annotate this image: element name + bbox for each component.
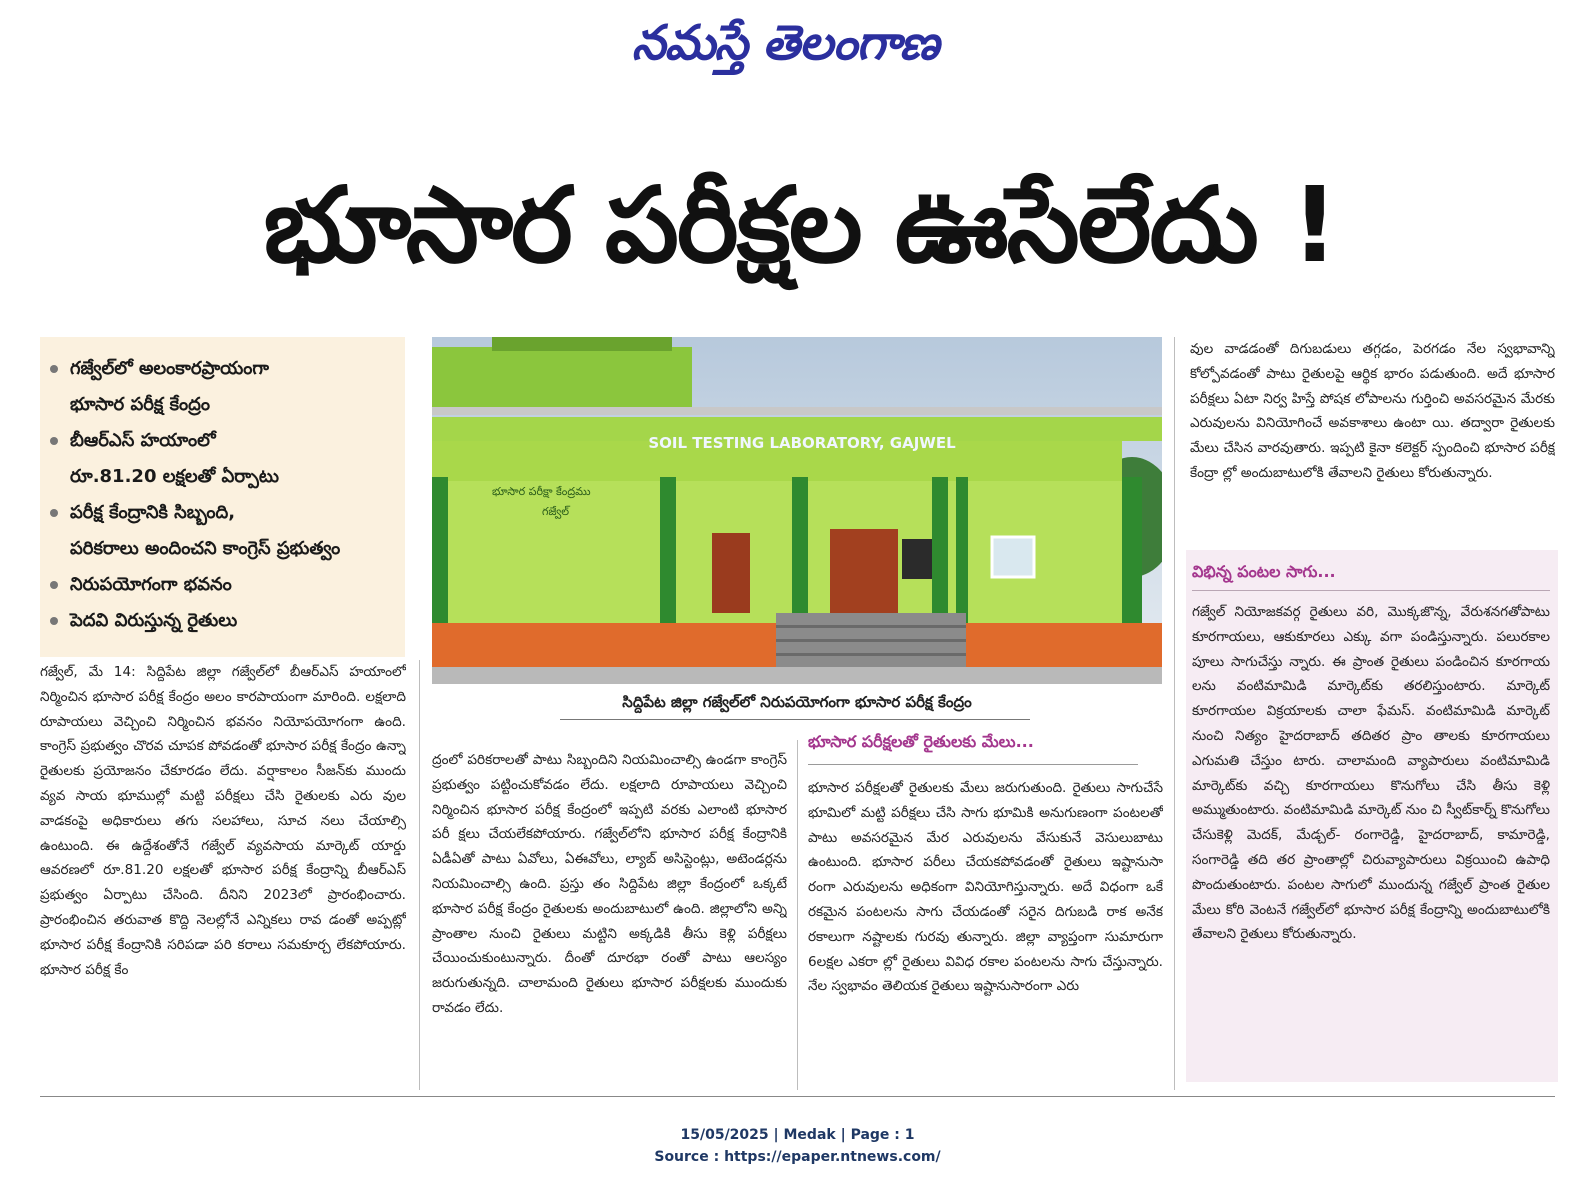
- bullet-icon: [50, 437, 58, 445]
- highlight-item: బీఆర్‌ఎస్ హయాంలో రూ.81.20 లక్షలతో ఏర్పాటు: [46, 423, 405, 495]
- highlight-item: గజ్వేల్‌లో అలంకారప్రాయంగా భూసార పరీక్ష కేంద్రం: [46, 351, 405, 423]
- bullet-icon: [50, 617, 58, 625]
- subheading-rule: [1192, 590, 1550, 591]
- column-4-top-text: వుల వాడడంతో దిగుబడులు తగ్గడం, పెరగడం నేల స్వభావాన్ని కోల్పోవడంతో పాటు రైతులపై ఆర్థిక భారం పడుతుంది. అదే భూసార పరీక్షలు ఏటా నిర్వ హిస్తే పోషక లోపాలను గుర్తించి అవసరమైన మేరకు ఎరువులను వినియోగించే అవకాశాలు ఉంటా యి. తద్వారా రైతులకు మేలు చేసిన వారవుతారు. ఇప్పటి కైనా కలెక్టర్ స్పందించి భూసార పరీక్ష కేంద్రా ల్లో అందుబాటులోకి తేవాలని రైతులు కోరుతున్నారు.: [1190, 341, 1555, 481]
- subheading-rule: [808, 764, 1138, 765]
- article-column-4-top: [1190, 337, 1555, 552]
- subheading-crops: విభిన్న పంటల సాగు...: [1192, 562, 1336, 581]
- footer-source: Source : https://epaper.ntnews.com/: [654, 1149, 941, 1165]
- building-sign: SOIL TESTING LABORATORY, GAJWEL: [648, 434, 956, 452]
- article-column-1: [40, 660, 406, 1100]
- headline: భూసార పరీక్షల ఊసేలేదు !: [263, 164, 1337, 286]
- masthead-logo: నమస్తే తెలంగాణ: [631, 15, 939, 71]
- column-divider: [419, 660, 420, 1090]
- column-2-text: ద్రంలో పరికరాలతో పాటు సిబ్బందిని నియమించాల్సి ఉండగా కాంగ్రెస్ ప్రభుత్వం పట్టించుకోవడం లేదు. లక్షలాది రూపాయలు వెచ్చించి నిర్మించిన భూసార పరీక్ష కేంద్రంలో ఇప్పటి వరకు ఎలాంటి భూసార పరీ క్షలు చేయలేకపోయారు. గజ్వేల్‌లోని భూసార పరీక్ష కేంద్రానికి ఏడీఏతో పాటు ఏవోలు, ఏఈవోలు, ల్యాబ్ అసిస్టెంట్లు, అటెండర్లను నియమించాల్సి ఉంది. ప్రస్తు తం సిద్దిపేట జిల్లా కేంద్రంలో ఒక్కటే భూసార పరీక్ష కేంద్రం రైతులకు అందుబాటులో ఉంది. జిల్లాలోని అన్ని ప్రాంతాల నుంచి రైతులు మట్టిని అక్కడికి తీసు కెళ్లి పరీక్షలు చేయించుకుంటున్నారు. దీంతో దూరభా రంతో పాటు ఆలస్యం జరుగుతున్నది. చాలామంది రైతులు భూసార పరీక్షలకు ముందుకు రావడం లేదు.: [432, 752, 787, 1016]
- bullet-icon: [50, 581, 58, 589]
- building-plaque: భూసార పరీక్షా కేంద్రము: [492, 485, 591, 498]
- news-photo: [432, 337, 1162, 684]
- bullet-icon: [50, 509, 58, 517]
- caption-underline: [560, 719, 1030, 720]
- article-column-3: [808, 776, 1163, 1098]
- column-divider: [1174, 337, 1175, 1090]
- column-divider: [797, 740, 798, 1090]
- column-4-bottom-text: గజ్వేల్ నియోజకవర్గ రైతులు వరి, మొక్కజొన్న, వేరుశనగతోపాటు కూరగాయలు, ఆకుకూరలు ఎక్కు వగా పండిస్తున్నారు. పలురకాల పూలు సాగుచేస్తు న్నారు. ఈ ప్రాంత రైతులు పండించిన కూరగాయ లను వంటిమామిడి మార్కెట్‌కు తరలిస్తుంటారు. మార్కెట్ కూరగాయల విక్రయాలకు చాలా ఫేమస్. వంటిమామిడి మార్కెట్ నుంచి నిత్యం హైదరాబాద్ తదితర ప్రాం తాలకు కూరగాయలు ఎగుమతి చేస్తుం టారు. చాలామంది వ్యాపారులు వంటిమామిడి మార్కెట్‌కు వచ్చి కూరగాయలు కొనుగోలు చేసి తీసు కెళ్లి అమ్ముతుంటారు. వంటిమామిడి మార్కెట్ నుం చి స్వీట్‌కార్న్ కొనుగోలు చేసుకెళ్లి మెదక్, మేడ్చల్- రంగారెడ్డి, హైదరాబాద్, కామారెడ్డి, సంగారెడ్డి తది తర ప్రాంతాల్లో చిరువ్యాపారులు విక్రయించి ఉపాధి పొందుతుంటారు. పంటల సాగులో ముందున్న గజ్వేల్ ప్రాంత రైతుల మేలు కోరి వెంటనే గజ్వేల్‌లో భూసార పరీక్ష కేంద్రాన్ని అందుబాటులోకి తేవాలని రైతులు కోరుతున్నారు.: [1192, 604, 1550, 943]
- footer-date-page: 15/05/2025 | Medak | Page : 1: [680, 1127, 915, 1143]
- highlight-item: పరీక్ష కేంద్రానికి సిబ్బంది, పరికరాలు అందించని కాంగ్రెస్ ప్రభుత్వం: [46, 495, 405, 567]
- subheading-benefits: భూసార పరీక్షలతో రైతులకు మేలు...: [808, 732, 1034, 751]
- highlights-box: [40, 337, 405, 657]
- building-photo-illustration: [432, 337, 1162, 684]
- building-plaque-sub: గజ్వేల్: [542, 505, 570, 518]
- footer: [0, 1124, 1595, 1168]
- highlight-item: నిరుపయోగంగా భవనం: [46, 567, 405, 603]
- photo-caption: సిద్దిపేట జిల్లా గజ్వేల్‌లో నిరుపయోగంగా భూసార పరీక్ష కేంద్రం: [622, 693, 972, 711]
- highlight-item: పెదవి విరుస్తున్న రైతులు: [46, 603, 405, 639]
- footer-rule: [40, 1096, 1555, 1097]
- column-3-text: భూసార పరీక్షలతో రైతులకు మేలు జరుగుతుంది. రైతులు సాగుచేసే భూమిలో మట్టి పరీక్షలు చేసి సాగు భూమికి అనుగుణంగా పంటలతో పాటు అవసరమైన మేర ఎరువులను వేసుకునే వెసులుబాటు ఉంటుంది. భూసార పరీలు చేయకపోవడంతో రైతులు ఇష్టానుసా రంగా ఎరువులను అధికంగా వినియోగిస్తున్నారు. అదే విధంగా ఒకే రకమైన పంటలను సాగు చేయడంతో సరైన దిగుబడి రాక అనేక రకాలుగా నష్టాలకు గురవు తున్నారు. జిల్లా వ్యాప్తంగా సుమారుగా 6లక్షల ఎకరా ల్లో రైతులు వివిధ రకాల పంటలను సాగు చేస్తున్నారు. నేల స్వభావం తెలియక రైతులు ఇష్టానుసారంగా ఎరు: [808, 780, 1163, 995]
- article-column-2: [432, 748, 787, 1098]
- article-column-4-bottom: [1192, 600, 1550, 1078]
- bullet-icon: [50, 365, 58, 373]
- column-1-text: గజ్వేల్, మే 14: సిద్దిపేట జిల్లా గజ్వేల్‌లో బీఆర్‌ఎస్ హయాంలో నిర్మించిన భూసార పరీక్ష కేంద్రం అలం కారపాయంగా మారింది. లక్షలాది రూపాయలు వెచ్చించి నిర్మించిన భవనం నియోపయోగంగా ఉంది. కాంగ్రెస్ ప్రభుత్వం చొరవ చూపక పోవడంతో భూసార పరీక్ష కేంద్రం ఉన్నా రైతులకు ప్రయోజనం చేకూరడం లేదు. వర్షాకాలం సీజన్‌కు ముందు వ్యవ సాయ భూముల్లో మట్టి పరీక్షలు చేసి రైతులకు ఎరు వుల వాడకంపై అధికారులు తగు సలహాలు, సూచ నలు చేయాల్సి ఉంటుంది. ఈ ఉద్దేశంతోనే గజ్వేల్ వ్యవసాయ మార్కెట్ యార్డు ఆవరణలో రూ.81.20 లక్షలతో భూసార పరీక్ష కేంద్రాన్ని బీఆర్‌ఎస్ ప్రభుత్వం ఏర్పాటు చేసింది. దీనిని 2023లో ప్రారంభించారు. ప్రారంభించిన తరువాత కొద్ది నెలల్లోనే ఎన్నికలు రావ డంతో అప్పట్లో భూసార పరీక్ష కేంద్రానికి సరిపడా పరి కరాలు సమకూర్చ లేకపోయారు. భూసార పరీక్ష కేం: [40, 664, 406, 978]
